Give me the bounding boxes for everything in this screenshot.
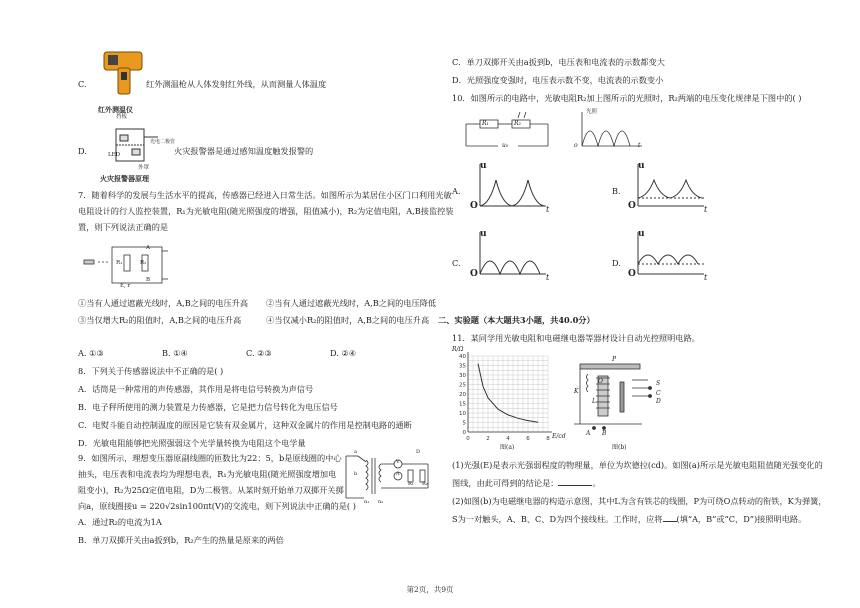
q7-line1: 7．随着科学的发展与生活水平的提高，传感器已经进入日常生活。如图所示为某居住小区门口利用光敏 [78, 190, 452, 200]
relay-label-o: O [598, 378, 603, 385]
q11-part2-end: (填“A，B”或“C，D”)接照明电路。 [676, 514, 807, 524]
section-heading: 二、实验题（本大题共3小题，共40.0分） [438, 315, 595, 325]
q9-label-r1: R₁ [408, 481, 414, 487]
q7-label-r1: R₁ [116, 260, 123, 266]
q10-c-origin: O [470, 269, 478, 279]
infrared-thermometer-image [100, 48, 148, 98]
q10-opt-b-letter: B. [612, 186, 621, 196]
q7-line2: 电阻设计的行人监控装置，R₁为光敏电阻(随光照强度的增强，阻值减小)，R₂为定值电阻，A,B接监控装 [78, 206, 454, 216]
q10-d-t: t [704, 273, 708, 282]
q7-choice-d: D. ②④ [330, 348, 357, 358]
q7-statement-2: ②当有人通过遮蔽光线时，A,B之间的电压降低 [266, 298, 437, 308]
relay-label-p: P [612, 356, 617, 363]
q8-option-d: D．光敏电阻能够把光照强弱这个光学量转换为电阻这个电学量 [78, 438, 306, 448]
q9-line3: 阻变小)，R₂为25Ω定值电阻，D为二极管。从某时刻开始单刀双掷开关掷 [78, 485, 344, 495]
q11-part1-line2 [452, 476, 601, 492]
q9-line4: 向a，原线圈接u = 220√2sin100πt(V)的交流电，则下列说法中正确的是( ) [78, 501, 356, 511]
q8-stem: 8．下列关于传感器说法中不正确的是( ) [78, 366, 224, 376]
q11-part1-end: 。 [592, 478, 601, 488]
q10-label-r1: R₁ [482, 120, 489, 127]
q7-statement-1: ①当有人通过遮蔽光线时，A,B之间的电压升高 [78, 298, 249, 308]
q10-label-r2: R₂ [514, 120, 521, 127]
resistance-chart-svg [452, 350, 554, 450]
q11-part2-line2 [452, 512, 806, 528]
q9-label-a: a [354, 449, 357, 455]
q9-label-r2: R₂ [422, 481, 428, 487]
q9-transformer-diagram [344, 448, 438, 506]
q7-choice-b: B. ①④ [162, 348, 188, 358]
q10-opt-c-letter: C. [452, 258, 461, 268]
chart-y-tick: 25 [459, 382, 466, 389]
q9-label-d: D [416, 449, 421, 455]
chart-x-tick: 6 [526, 436, 530, 442]
q9-option-c: C．单刀双掷开关由a扳到b，电压表和电流表的示数都变大 [452, 57, 665, 67]
q9-label-b: b [354, 471, 358, 477]
q10-light-label: 光照 [586, 109, 598, 115]
q10-a-origin: O [470, 201, 478, 211]
q11-resistance-chart [452, 350, 554, 450]
q7-choice-a: A. ①③ [78, 348, 104, 358]
chart-y-tick: 30 [459, 373, 466, 379]
relay-label-s: S [656, 380, 661, 387]
q7-choice-c: C. ②③ [246, 348, 272, 358]
chart-x-tick: 0 [466, 436, 470, 442]
chart-y-tick: 10 [459, 411, 466, 417]
chart-xlabel: E/cd [552, 433, 566, 440]
chart-y-tick: 40 [459, 354, 466, 360]
q10-d-origin: O [628, 269, 636, 279]
photodiode-label: 光电二极管 [150, 139, 176, 145]
q10-label-u0: u₀ [502, 142, 509, 149]
q11-part2-prompt: S为一对触头，A、B、C、D为四个接线柱。工作时，应将 [452, 514, 663, 524]
q10-d-u: u [638, 229, 645, 239]
relay-label-a: A [586, 430, 591, 437]
relay-label-l: L [592, 398, 596, 405]
q9-label-v: V [396, 459, 400, 465]
cover-label: 外罩 [138, 165, 150, 171]
q11-part1-prompt: 图线，由此可得到的结论是： [452, 478, 559, 488]
q9-label-n1: n₁ [364, 499, 370, 505]
chart-caption-b: 图(b) [612, 444, 627, 451]
option-c-text: 红外测温枪从人体发射红外线，从而测量人体温度 [146, 79, 327, 89]
q10-stem: 10．如图所示的电路中，光敏电阻R₂加上图所示的光照时，R₂两端的电压变化规律是下图中的( ) [452, 93, 802, 103]
baffle-label: 挡板 [116, 114, 128, 120]
thermometer-caption: 红外测温仪 [98, 105, 133, 114]
q7-label-a: A [146, 245, 150, 251]
chart-y-tick: 5 [462, 420, 466, 427]
q8-option-c: C．电熨斗能自动控制温度的原因是它装有双金属片，这种双金属片的作用是控制电路的通断 [78, 420, 412, 430]
chart-y-tick: 20 [459, 392, 466, 398]
option-d-letter: D. [78, 146, 87, 156]
chart-y-tick: 0 [462, 430, 466, 436]
q9-label-ammeter: A [396, 471, 400, 477]
chart-y-tick: 35 [459, 363, 466, 370]
option-c-letter: C. [78, 79, 87, 89]
chart-x-tick: 8 [546, 436, 550, 442]
fire-alarm-caption: 火灾报警器原理 [100, 174, 149, 183]
led-label: LED [108, 152, 121, 158]
q7-label-r2: R₂ [140, 260, 147, 266]
q10-origin: o [574, 142, 578, 149]
chart-ylabel: R/Ω [452, 346, 464, 353]
q9-line1: 9．如图所示，理想变压器原副线圈的匝数比为22：5，b是原线圈的中心 [78, 453, 342, 463]
q10-t-axis: t [638, 142, 641, 149]
q7-label-b: B [146, 277, 151, 283]
q10-opt-a-letter: A. [452, 186, 461, 196]
relay-label-k: K [574, 388, 579, 395]
q9-option-b: B．单刀双掷开关由a扳到b，R₂产生的热量是原来的两倍 [78, 535, 284, 545]
q7-line3: 置，则下列说法正确的是 [78, 222, 169, 232]
q11-answer-blank-1[interactable] [558, 477, 592, 486]
q10-b-t: t [704, 205, 708, 214]
q7-label-er: E, r [120, 283, 131, 289]
q8-option-a: A．话筒是一种常用的声传感器，其作用是将电信号转换为声信号 [78, 384, 314, 394]
relay-label-b: B [602, 430, 607, 437]
q10-a-t: t [546, 205, 550, 214]
chart-caption-a: 图(a) [500, 444, 515, 451]
page-footer: 第2页，共9页 [406, 585, 454, 594]
chart-x-tick: 2 [486, 436, 490, 442]
chart-x-tick: 4 [506, 436, 510, 442]
q10-b-origin: O [628, 201, 636, 211]
chart-y-tick: 15 [459, 401, 466, 408]
q9-label-n2: n₂ [378, 499, 384, 505]
q10-c-u: u [480, 229, 487, 239]
relay-label-c: C [656, 390, 661, 397]
q9-line2: 抽头，电压表和电流表均为理想电表，R₁为光敏电阻(随光照强度增加电 [78, 469, 337, 479]
option-d-text: 火灾报警器是通过感知温度触发报警的 [174, 146, 314, 156]
q10-opt-d-letter: D. [612, 258, 621, 268]
q10-a-u: u [480, 161, 487, 171]
q9-option-a: A．通过R₂的电流为1A [78, 517, 162, 527]
q7-statement-3: ③当仅增大R₂的阻值时，A,B之间的电压升高 [78, 315, 242, 325]
q9-option-d: D．光照强度变强时，电压表示数不变，电流表的示数变小 [452, 75, 664, 85]
q11-part2-line1: (2)如图(b)为电磁继电器的构造示意图，其中L为含有铁芯的线圈，P为可绕O点转动的衔铁，K为弹簧， [452, 496, 827, 506]
q11-part1-line1: (1)光强(E)是表示光强弱程度的物理量，单位为坎德拉(cd)。如图(a)所示是光敏电阻阻值随光强变化的 [452, 460, 823, 470]
q7-statement-4: ④当仅减小R₂的阻值时，A,B之间的电压升高 [266, 315, 430, 325]
relay-label-d: D [656, 398, 661, 405]
q8-option-b: B．电子秤所使用的测力装置是力传感器，它是把力信号转化为电压信号 [78, 402, 338, 412]
q10-c-t: t [546, 273, 550, 282]
q11-stem: 11．某同学用光敏电阻和电磁继电器等器材设计自动光控照明电路。 [452, 333, 700, 343]
q11-answer-blank-2[interactable] [663, 513, 677, 522]
q10-b-u: u [638, 161, 645, 171]
